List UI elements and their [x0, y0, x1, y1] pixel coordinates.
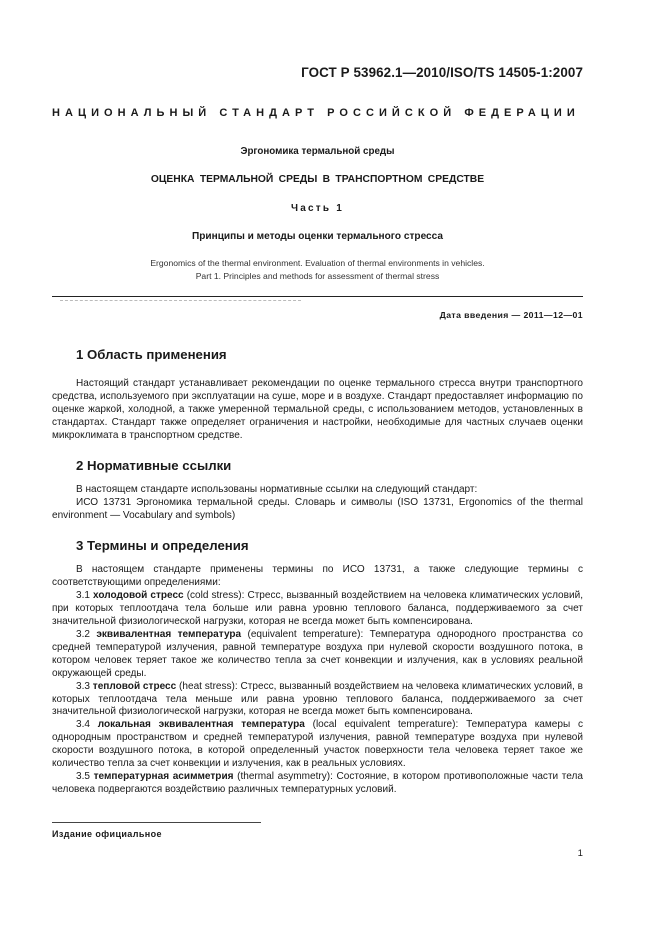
- part-number: Часть 1: [291, 203, 344, 214]
- scope-paragraph: Настоящий стандарт устанавливает рекомендации по оценке термального стресса внутри транспортного средства, используемого при эксплуатации на суше, море и в воздухе. Стандарт предоставляет информацию по оценке жаркой, холодной, а также умеренной термальной среды, с использованием методов, установленных в стандартах. Стандарт также определяет ограничения и настройки, необходимые для частных случаев оценки микроклимата в транспортном средстве.: [52, 378, 583, 441]
- section-heading-scope: 1 Область применения: [76, 347, 227, 362]
- section-heading-terms: 3 Термины и определения: [76, 538, 249, 553]
- introduction-date: Дата введения — 2011—12—01: [439, 310, 583, 320]
- english-title-line2: Part 1. Principles and methods for assessment of thermal stress: [195, 271, 440, 281]
- divider-bottom: [52, 822, 261, 823]
- term-entry: [52, 771, 583, 797]
- national-standard-title: НАЦИОНАЛЬНЫЙ СТАНДАРТ РОССИЙСКОЙ ФЕДЕРАЦИИ: [52, 107, 580, 119]
- section-references-body: [52, 484, 583, 523]
- term-english: (local equivalent temperature):: [312, 719, 459, 731]
- term-name: тепловой стресс: [92, 680, 177, 692]
- term-definition: Состояние, в котором противоположные части тела человека подвергаются воздействию различных температурных условий.: [52, 771, 583, 796]
- standard-area: Эргономика термальной среды: [240, 146, 395, 157]
- term-name: холодовой стресс: [93, 589, 184, 601]
- english-title-line1: Ergonomics of the thermal environment. Evaluation of thermal environments in vehicles.: [150, 258, 485, 268]
- term-entry: [52, 719, 583, 771]
- main-title: ОЦЕНКА ТЕРМАЛЬНОЙ СРЕДЫ В ТРАНСПОРТНОМ СРЕДСТВЕ: [150, 174, 485, 185]
- term-entry: [52, 629, 583, 681]
- term-entry: [52, 590, 583, 629]
- term-english: (cold stress):: [186, 589, 245, 601]
- term-definition: Температура однородного пространства со средней температурой излучения, равной температуре воздуха при нулевой скорости воздушного потока, в котором человек теряет такое же количество тепла за счет конвекции и излучения, как в условиях реальной окружающей среды.: [52, 628, 584, 679]
- references-item: ИСО 13731 Эргономика термальной среды. Словарь и символы (ISO 13731, Ergonomics of the thermal environment — Vocabulary and symbols): [52, 496, 583, 521]
- divider-top: [52, 296, 583, 297]
- term-name: эквивалентная температура: [96, 628, 242, 640]
- term-entry: [52, 681, 583, 720]
- standard-id: ГОСТ Р 53962.1—2010/ISO/TS 14505-1:2007: [301, 65, 583, 80]
- term-name: локальная эквивалентная температура: [97, 719, 305, 731]
- term-english: (heat stress):: [179, 680, 238, 692]
- term-english: (equivalent temperature):: [247, 628, 364, 640]
- page-number: 1: [577, 848, 583, 859]
- term-definition: Стресс, вызванный воздействием на человека климатических условий, в которых теплоотдача тела меньше или равна уровню теплового баланса, поддерживаемого за счет значительной физиологической нагрузки, которая не всегда может быть компенсирована.: [52, 680, 584, 718]
- divider-top-faint: [60, 300, 301, 301]
- term-english: (thermal asymmetry):: [237, 771, 333, 783]
- section-heading-references: 2 Нормативные ссылки: [76, 458, 232, 473]
- section-terms-body: [52, 564, 583, 797]
- term-number: 3.5: [76, 771, 90, 783]
- official-edition-label: Издание официальное: [52, 829, 162, 839]
- references-intro: В настоящем стандарте использованы нормативные ссылки на следующий стандарт:: [76, 484, 478, 495]
- section-scope-body: [52, 378, 583, 443]
- term-name: температурная асимметрия: [93, 771, 234, 783]
- terms-intro: В настоящем стандарте применены термины по ИСО 13731, а также следующие термины с соответствующими определениями:: [52, 564, 583, 588]
- term-number: 3.3: [76, 680, 90, 692]
- term-number: 3.4: [76, 719, 90, 731]
- term-number: 3.2: [76, 628, 90, 640]
- term-number: 3.1: [76, 589, 90, 601]
- term-definition: Температура камеры с однородным пространством и средней температурой излучения, равной температуре воздуха при нулевой скорости воздушного потока, в которой определенный участок поверхности тела человека теряет такое же количество тепла за счет конвекции и излучения, как в реальных условиях.: [52, 719, 583, 770]
- term-definition: Стресс, вызванный воздействием на человека климатических условий, при которых теплоотдача тела больше или равна уровню теплового баланса, поддерживаемого за счет значительной физиологической нагрузки, которая не всегда может быть компенсирована.: [52, 589, 583, 627]
- part-title: Принципы и методы оценки термального стресса: [191, 231, 444, 242]
